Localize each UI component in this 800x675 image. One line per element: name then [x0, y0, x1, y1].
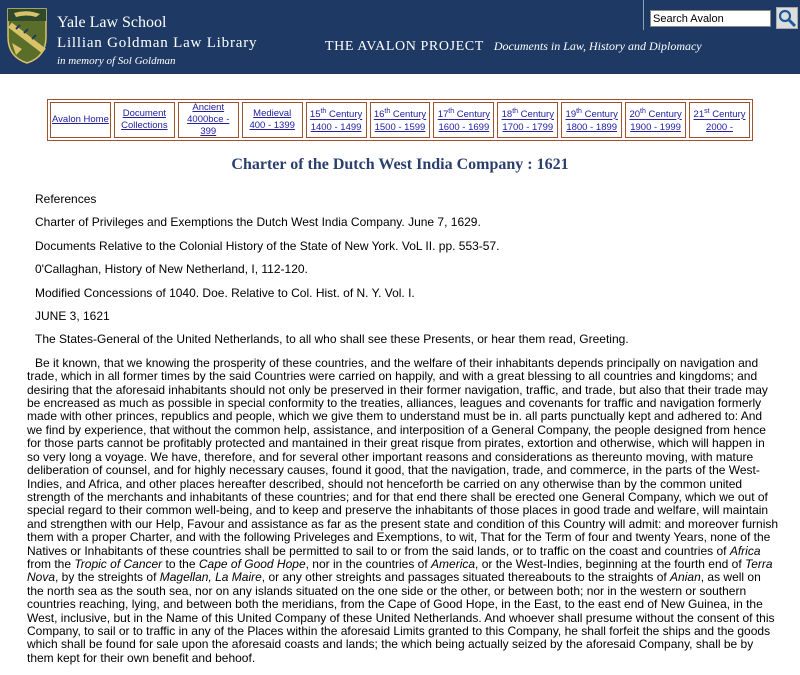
header-divider	[643, 0, 644, 30]
nav-link-7[interactable]	[497, 102, 558, 138]
place-name: Tropic of Cancer	[74, 556, 163, 571]
body-text: to the	[162, 556, 199, 571]
project-name: THE AVALON PROJECT	[325, 39, 484, 54]
nav-link-label: Medieval 400 - 1399	[249, 108, 295, 131]
nav-link-8[interactable]	[561, 102, 622, 138]
place-name: America	[431, 556, 476, 571]
project-subtitle: Documents in Law, History and Diplomacy	[493, 39, 702, 53]
nav-link-label: 20th Century 1900 - 1999	[629, 108, 682, 133]
nav-link-label: 16th Century 1500 - 1599	[373, 108, 427, 133]
body-text: , as well on the north sea as the south sea, nor on any islands situated on the one side or the other, or between both; nor in the western or southern countries reaching, lying, and between both the meridians, from the Cape of Good Hope, in the East, to the east end of New Guinea, in the West, inclusive, but in the Name of this United Company of these United Netherlands. And whoever shall presume without the consent of this Company, to sail or to traffic in any of the Places within the aforesaid Limits granted to this Company, he shall forfeit the ships and the goods which shall be found for sale upon the aforesaid coasts and lands; the which being actually seized by the aforesaid Company, shall be by them kept for their own benefit and behoof.	[27, 570, 775, 665]
body-text: , nor in the countries of	[305, 556, 432, 571]
intro-line: JUNE 3, 1621	[35, 309, 110, 324]
nav-link-6[interactable]	[433, 102, 494, 138]
nav-link-10[interactable]	[689, 102, 750, 138]
era-navigation	[47, 99, 753, 141]
search-input[interactable]	[650, 10, 771, 27]
body-text: from the	[27, 556, 75, 571]
nav-link-0[interactable]	[50, 102, 111, 138]
library-branding	[57, 13, 257, 69]
library-name[interactable]: Lillian Goldman Law Library	[57, 35, 258, 51]
nav-link-label: 19th Century 1800 - 1899	[565, 108, 618, 133]
place-name: Magellan, La Maire	[159, 570, 262, 585]
magnifier-icon	[777, 8, 797, 28]
nav-link-label: 21st Century 2000 -	[693, 108, 746, 133]
nav-link-3[interactable]	[242, 102, 303, 138]
place-name: Anian	[670, 570, 701, 585]
body-text: , by the streights of	[55, 570, 160, 585]
intro-line: Documents Relative to the Colonial History of the State of New York. VoL II. pp. 553-57.	[35, 238, 500, 253]
body-text: Be it known, that we knowing the prosperity of these countries, and the welfare of their inhabitants depends principally on navigation and trade, which in all former times by the said Countries were carried on happily, and with a great blessing to all countries and kingdoms; and desiring that the aforesaid inhabitants should not only be preserved in their former navigation, traffic, and trade, but also that their trade may be encreased as much as possible in special conformity to the treaties, alliances, leagues and covenants for traffic and navigation formerly made with other princes, republics and people, which we give them to understand must be in. all parts punctually kept and adhered to: And we find by experience, that without the common help, assistance, and interposition of a General Company, the people designed from hence for those parts cannot be profitably protected and mantained in their great risque from pirates, extortion and otherwise, which will happen in so very long a voyage. We have, therefore, and for several other important reasons and considerations as thereunto moving, with mature deliberation of counsel, and for highly necessary causes, found it good, that the navigation, trade, and commerce, in the parts of the West-Indies, and Africa, and other places hereafter described, should not henceforth be carried on any otherwise than by the common united strength of the merchants and inhabitants of these countries; and for that end there shall be erected one General Company, which we out of special regard to their common well-being, and to keep and preserve the inhabitants of those places in good trade and welfare, will maintain and strengthen with our Help, Favour and assistance as far as the present state and condition of this Country will admit: and moreover furnish them with a proper Charter, and with the following Priveleges and Exemptions, to wit, That for the Term of four and twenty Years, none of the Natives or Inhabitants of these countries shall be permitted to sail to or from the said lands, or to traffic on the coast and countries of	[27, 355, 779, 558]
school-name[interactable]: Yale Law School	[57, 14, 167, 31]
place-name: Terra Nova	[27, 556, 773, 585]
document-body	[27, 192, 780, 675]
place-name: Africa	[729, 543, 761, 558]
intro-line: The States-General of the United Netherlands, to all who shall see these Presents, or hear them read, Greeting.	[35, 332, 629, 347]
place-name: Cape of Good Hope	[198, 556, 306, 571]
body-text: , or any other streights and passages situated thereabouts to the straights of	[261, 570, 671, 585]
document-intro	[35, 193, 780, 347]
nav-link-4[interactable]	[306, 102, 367, 138]
nav-link-label: 17th Century 1600 - 1699	[437, 108, 491, 133]
intro-line: 0'Callaghan, History of New Netherland, I, 112-120.	[35, 262, 308, 277]
nav-link-label: 15th Century 1400 - 1499	[309, 108, 363, 133]
page-title: Charter of the Dutch West India Company : 1621	[231, 156, 569, 173]
body-text: , or the West-Indies, beginning at the fourth end of	[475, 556, 745, 571]
search-button[interactable]	[776, 7, 798, 29]
intro-line: References	[35, 192, 97, 206]
nav-link-9[interactable]	[625, 102, 686, 138]
site-header	[0, 0, 800, 74]
nav-link-label: 18th Century 1700 - 1799	[501, 108, 554, 133]
charter-paragraph	[27, 357, 780, 665]
nav-link-2[interactable]	[178, 102, 239, 138]
nav-link-5[interactable]	[370, 102, 431, 138]
nav-link-1[interactable]	[114, 102, 175, 138]
yale-law-shield-icon[interactable]	[6, 7, 48, 65]
nav-link-label: Ancient 4000bce - 399	[187, 102, 230, 137]
intro-line: Charter of Privileges and Exemptions the Dutch West India Company. June 7, 1629.	[35, 215, 481, 230]
intro-line: Modified Concessions of 1040. Doe. Relative to Col. Hist. of N. Y. Vol. I.	[35, 285, 415, 300]
avalon-project-banner[interactable]	[325, 37, 702, 55]
memorial-text: in memory of Sol Goldman	[57, 55, 176, 67]
nav-link-label: Document Collections	[121, 108, 168, 131]
nav-link-label: Avalon Home	[52, 114, 109, 125]
